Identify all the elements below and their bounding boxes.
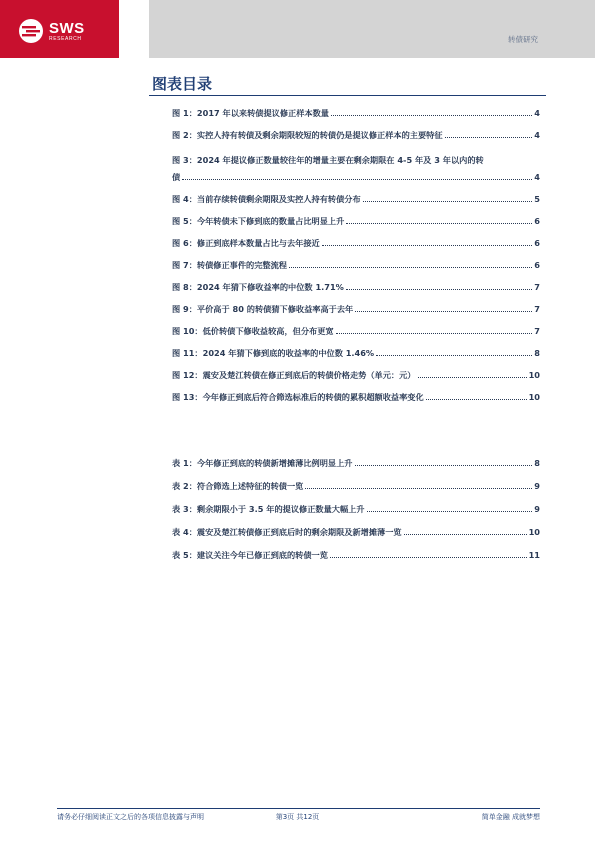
toc-entry-figure-9[interactable]: 图 9：平价高于 80 的转债猜下修收益率高于去年 7	[172, 304, 540, 314]
toc-entry-figure-3[interactable]: 图 3：2024 年提议修正数量较往年的增量主要在剩余期限在 4-5 年及 3 年以内的转 债 4	[172, 155, 540, 182]
toc-entry-figure-13[interactable]: 图 13：今年修正到底后符合筛选标准后的转债的累积超额收益率变化 10	[172, 392, 540, 402]
toc-entry-table-5[interactable]: 表 5：建议关注今年已修正到底的转债一览 11	[172, 550, 540, 560]
toc-entry-figure-7[interactable]: 图 7：转债修正事件的完整流程 6	[172, 260, 540, 270]
header-separator	[119, 0, 149, 58]
toc-entry-figure-10[interactable]: 图 10：低价转债下修收益较高，但分布更宽 7	[172, 326, 540, 336]
page-title: 图表目录	[152, 75, 213, 93]
toc-entry-table-3[interactable]: 表 3：剩余期限小于 3.5 年的提议修正数量大幅上升 9	[172, 504, 540, 514]
toc-entry-table-2[interactable]: 表 2：符合筛选上述特征的转债一览 9	[172, 481, 540, 491]
footer-slogan: 简单金融 成就梦想	[481, 813, 540, 821]
toc-entry-figure-2[interactable]: 图 2：实控人持有转债及剩余期限较短的转债仍是提议修正样本的主要特征 4	[172, 130, 540, 140]
header-bar	[149, 0, 595, 58]
footer-disclaimer: 请务必仔细阅读正文之后的各项信息披露与声明	[57, 813, 204, 821]
sws-logo	[18, 18, 85, 44]
figure-list	[172, 108, 540, 414]
logo-wordmark: SWS	[49, 19, 85, 37]
toc-entry-figure-6[interactable]: 图 6：修正到底样本数量占比与去年接近 6	[172, 238, 540, 248]
logo-subtitle: RESEARCH	[49, 35, 82, 42]
toc-entry-figure-11[interactable]: 图 11：2024 年猜下修到底的收益率的中位数 1.46% 8	[172, 348, 540, 358]
section-label: 转债研究	[508, 35, 538, 44]
footer-divider	[57, 808, 540, 809]
table-list	[172, 458, 540, 573]
toc-entry-figure-8[interactable]: 图 8：2024 年猜下修收益率的中位数 1.71% 7	[172, 282, 540, 292]
sws-logo-icon	[18, 18, 44, 44]
toc-entry-figure-1[interactable]: 图 1：2017 年以来转债提议修正样本数量 4	[172, 108, 540, 118]
toc-entry-figure-4[interactable]: 图 4：当前存续转债剩余期限及实控人持有转债分布 5	[172, 194, 540, 204]
toc-entry-table-1[interactable]: 表 1：今年修正到底的转债新增摊薄比例明显上升 8	[172, 458, 540, 468]
toc-entry-figure-12[interactable]: 图 12：震安及楚江转债在修正到底后的转债价格走势（单元：元） 10	[172, 370, 540, 380]
toc-entry-table-4[interactable]: 表 4：震安及楚江转债修正到底后时的剩余期限及新增摊薄一览 10	[172, 527, 540, 537]
title-underline	[149, 95, 546, 96]
toc-entry-figure-5[interactable]: 图 5：今年转债未下修到底的数量占比明显上升 6	[172, 216, 540, 226]
footer-page-number: 第3页 共12页	[275, 813, 320, 821]
